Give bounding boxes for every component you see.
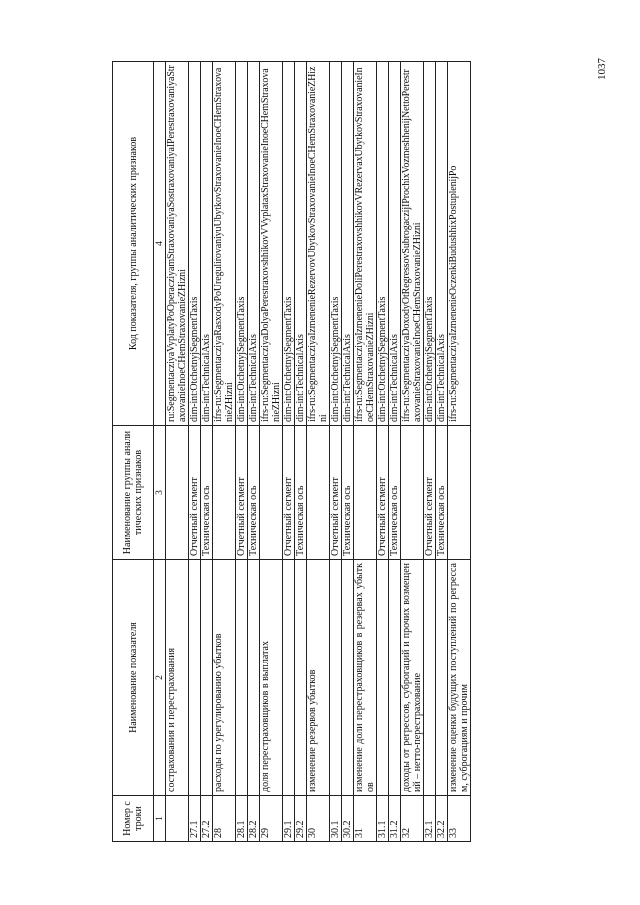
group-name-cell: [213, 426, 236, 560]
group-name-cell: Техническая ось: [295, 426, 307, 560]
indicator-code-cell: ifrs-ru:SegmentacziyaDolyaPerestraxovshhikovVVyplataxStraxovanieInoeCHemStraxovanieZHizni: [260, 62, 283, 426]
row-number-cell: 29.1: [283, 796, 295, 842]
table-row: [377, 62, 389, 842]
page-number: 1037: [596, 58, 608, 80]
indicator-name-cell: [436, 560, 448, 796]
header-row: [113, 62, 154, 842]
row-number-cell: 32.1: [424, 796, 436, 842]
group-name-cell: Отчетный сегмент: [377, 426, 389, 560]
table-row: [436, 62, 448, 842]
row-number-cell: 29.2: [295, 796, 307, 842]
table-row: [354, 62, 377, 842]
indicator-code-cell: ifrs-ru:SegmentacziyaDoxodyOtRegressovSubrogaczijIProchixVozmeshhenijNettoPerestraxovanieStraxovanieInoeCHemStraxovanieZHizni: [401, 62, 424, 426]
indicator-code-cell: ifrs-ru:SegmentacziyaRasxodyPoUregulirovaniyuUbytkovStraxovanieInoeCHemStraxovanieZHizni: [213, 62, 236, 426]
indicator-name-cell: [248, 560, 260, 796]
indicator-name-cell: [295, 560, 307, 796]
row-number-cell: 33: [448, 796, 471, 842]
indicator-code-cell: dim-int:TechnicalAxis: [295, 62, 307, 426]
indicator-name-cell: расходы по урегулированию убытков: [213, 560, 236, 796]
group-name-cell: [448, 426, 471, 560]
table-row: [295, 62, 307, 842]
column-number-row: [154, 62, 166, 842]
group-name-cell: Отчетный сегмент: [236, 426, 248, 560]
row-number-cell: 28.2: [248, 796, 260, 842]
indicator-name-cell: [201, 560, 213, 796]
indicator-name-cell: изменение доли перестраховщиков в резервах убытков: [354, 560, 377, 796]
row-number-cell: 30.2: [342, 796, 354, 842]
indicator-table: [112, 61, 471, 842]
group-name-cell: Отчетный сегмент: [424, 426, 436, 560]
table-row: [424, 62, 436, 842]
row-number-cell: 27.1: [189, 796, 201, 842]
indicator-code-cell: ifrs-ru:SegmentacziyaIzmenenieRezervovUbytkovStraxovanieInoeCHemStraxovanieZHizni: [307, 62, 330, 426]
column-number: 3: [154, 426, 166, 560]
indicator-code-cell: dim-int:OtchetnyjSegmentTaxis: [189, 62, 201, 426]
indicator-code-cell: dim-int:TechnicalAxis: [248, 62, 260, 426]
header-indicator-code: Код показателя, группы аналитических признаков: [113, 62, 154, 426]
column-number: 2: [154, 560, 166, 796]
table-row: [401, 62, 424, 842]
table-row: [189, 62, 201, 842]
indicator-name-cell: [389, 560, 401, 796]
indicator-name-cell: [330, 560, 342, 796]
table-row: [260, 62, 283, 842]
indicator-code-cell: ifrs-ru:SegmentacziyaIzmenenieOczenkiBudushhixPostuplenijPo: [448, 62, 471, 426]
group-name-cell: [260, 426, 283, 560]
indicator-code-cell: dim-int:OtchetnyjSegmentTaxis: [236, 62, 248, 426]
indicator-name-cell: [283, 560, 295, 796]
indicator-code-cell: dim-int:TechnicalAxis: [436, 62, 448, 426]
row-number-cell: 28.1: [236, 796, 248, 842]
indicator-name-cell: изменение оценки будущих поступлений по регрессам, суброгациям и прочим: [448, 560, 471, 796]
group-name-cell: [401, 426, 424, 560]
group-name-cell: Отчетный сегмент: [189, 426, 201, 560]
header-group-name: Наименование группы аналитических признаков: [113, 426, 154, 560]
row-number-cell: 27.2: [201, 796, 213, 842]
group-name-cell: [354, 426, 377, 560]
table-row: [283, 62, 295, 842]
indicator-name-cell: [424, 560, 436, 796]
header-indicator-name: Наименование показателя: [113, 560, 154, 796]
table-row: [166, 62, 189, 842]
indicator-name-cell: изменение резервов убытков: [307, 560, 330, 796]
indicator-name-cell: [236, 560, 248, 796]
indicator-code-cell: dim-int:OtchetnyjSegmentTaxis: [424, 62, 436, 426]
row-number-cell: 31.2: [389, 796, 401, 842]
row-number-cell: 31: [354, 796, 377, 842]
indicator-name-cell: [189, 560, 201, 796]
indicator-code-cell: dim-int:TechnicalAxis: [389, 62, 401, 426]
table-row: [213, 62, 236, 842]
row-number-cell: 32.2: [436, 796, 448, 842]
indicator-code-cell: dim-int:TechnicalAxis: [342, 62, 354, 426]
group-name-cell: Техническая ось: [342, 426, 354, 560]
rotated-table-wrapper: [112, 62, 577, 842]
row-number-cell: 28: [213, 796, 236, 842]
indicator-name-cell: [342, 560, 354, 796]
table-row: [307, 62, 330, 842]
indicator-code-cell: dim-int:TechnicalAxis: [201, 62, 213, 426]
row-number-cell: 31.1: [377, 796, 389, 842]
group-name-cell: Техническая ось: [248, 426, 260, 560]
group-name-cell: Отчетный сегмент: [283, 426, 295, 560]
indicator-name-cell: сострахования и перестрахования: [166, 560, 189, 796]
page-number-box: [596, 40, 612, 80]
table-row: [236, 62, 248, 842]
table-body: [166, 62, 471, 842]
table-row: [330, 62, 342, 842]
indicator-code-cell: dim-int:OtchetnyjSegmentTaxis: [283, 62, 295, 426]
group-name-cell: [307, 426, 330, 560]
indicator-code-cell: dim-int:OtchetnyjSegmentTaxis: [377, 62, 389, 426]
group-name-cell: Техническая ось: [389, 426, 401, 560]
table-row: [342, 62, 354, 842]
indicator-name-cell: доля перестраховщиков в выплатах: [260, 560, 283, 796]
row-number-cell: 29: [260, 796, 283, 842]
row-number-cell: 30: [307, 796, 330, 842]
group-name-cell: Отчетный сегмент: [330, 426, 342, 560]
column-number: 1: [154, 796, 166, 842]
table-row: [248, 62, 260, 842]
header-row-number: Номер строки: [113, 796, 154, 842]
indicator-code-cell: ru:SegmentacziyaVyplatyPoOperacziyamStraxovaniyaSostraxovaniyaIPerestraxovaniyaStraxovanieInoeCHemStraxovanieZHizni: [166, 62, 189, 426]
row-number-cell: [166, 796, 189, 842]
group-name-cell: Техническая ось: [436, 426, 448, 560]
indicator-name-cell: доходы от регрессов, суброгаций и прочих возмещений – нетто-перестрахование: [401, 560, 424, 796]
table-row: [389, 62, 401, 842]
row-number-cell: 30.1: [330, 796, 342, 842]
column-number: 4: [154, 62, 166, 426]
row-number-cell: 32: [401, 796, 424, 842]
indicator-code-cell: dim-int:OtchetnyjSegmentTaxis: [330, 62, 342, 426]
indicator-name-cell: [377, 560, 389, 796]
indicator-code-cell: ifrs-ru:SegmentacziyaIzmenenieDoliPerestraxovshhikovVRezervaxUbytkovStraxovanieInoeCHemStraxovanieZHizni: [354, 62, 377, 426]
table-row: [201, 62, 213, 842]
group-name-cell: Техническая ось: [201, 426, 213, 560]
group-name-cell: [166, 426, 189, 560]
table-row: [448, 62, 471, 842]
